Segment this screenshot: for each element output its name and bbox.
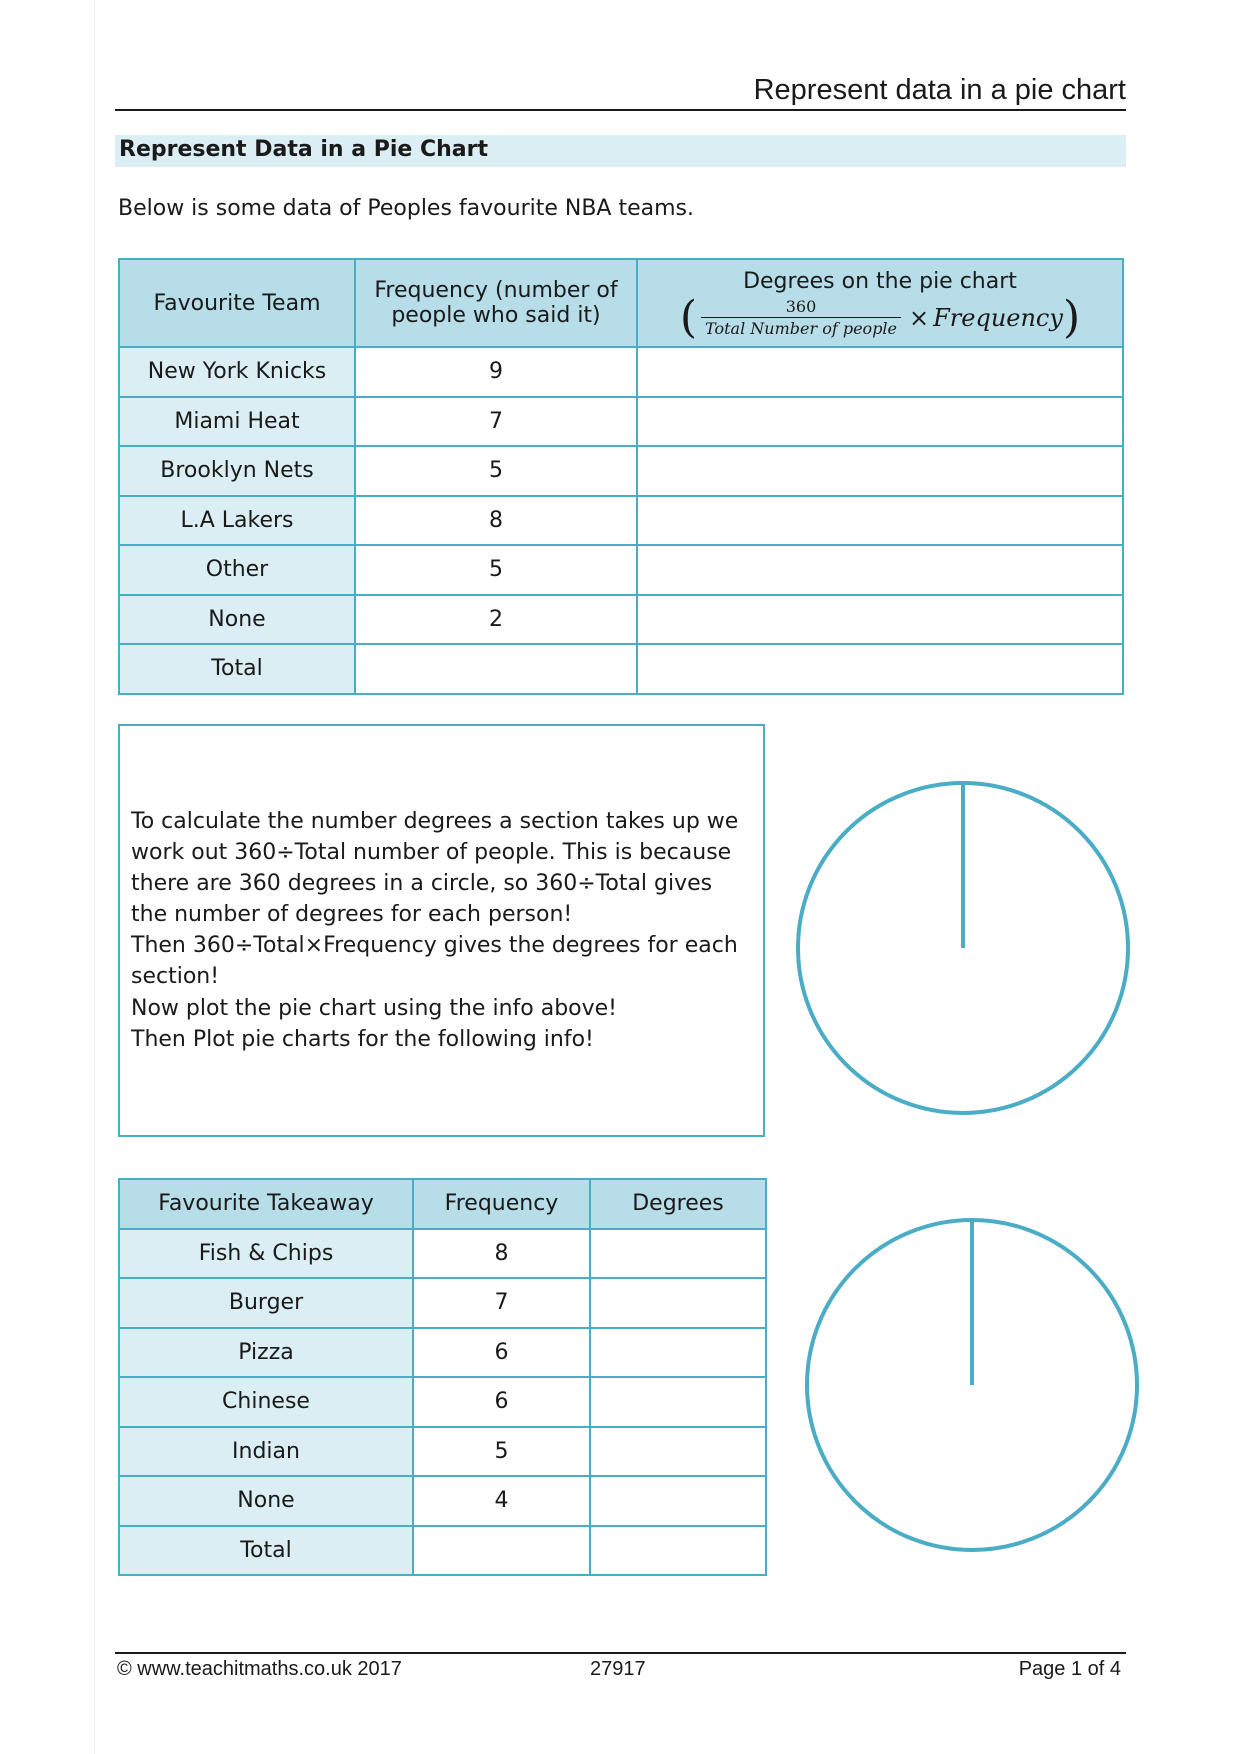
frequency-cell: 5	[355, 545, 637, 595]
header-frequency-line2: people who said it)	[391, 303, 601, 328]
table-row	[119, 1278, 766, 1328]
degrees-answer-cell[interactable]	[637, 446, 1123, 496]
degrees-answer-cell[interactable]	[637, 595, 1123, 645]
frequency-cell: 9	[355, 347, 637, 397]
nba-teams-table	[118, 258, 1124, 695]
footer-rule	[115, 1652, 1126, 1654]
instruction-line: the number of degrees for each person!	[131, 902, 573, 927]
header-frequency	[355, 259, 637, 347]
footer-page-number: Page 1 of 4	[1018, 1658, 1121, 1680]
table-row	[119, 1427, 766, 1477]
table-header-row	[119, 1179, 766, 1229]
instruction-line: To calculate the number degrees a section takes up we	[131, 809, 739, 834]
degrees-answer-cell[interactable]	[590, 1476, 766, 1526]
table-row	[119, 1328, 766, 1378]
takeaway-cell: Pizza	[119, 1328, 413, 1378]
formula-denominator: Total Number of people	[701, 317, 901, 338]
frequency-cell: 7	[413, 1278, 590, 1328]
header-frequency-line1: Frequency (number of	[374, 278, 618, 303]
blank-pie-chart-2[interactable]	[804, 1217, 1140, 1553]
frequency-cell: 4	[413, 1476, 590, 1526]
degrees-answer-cell[interactable]	[637, 397, 1123, 447]
degrees-formula: ( $\frac{360}{\text{Total Number of people}}$ × Frequency )	[679, 291, 1081, 343]
formula-numerator: 360	[785, 297, 817, 317]
table-row	[119, 595, 1123, 645]
degrees-answer-cell[interactable]	[590, 1278, 766, 1328]
team-cell: L.A Lakers	[119, 496, 355, 546]
degrees-answer-cell[interactable]	[590, 1229, 766, 1279]
page-edge	[94, 0, 95, 1754]
total-label-cell: Total	[119, 644, 355, 694]
frequency-cell: 5	[413, 1427, 590, 1477]
table-row	[119, 347, 1123, 397]
section-title: Represent Data in a Pie Chart	[119, 137, 488, 162]
total-frequency-answer-cell[interactable]	[355, 644, 637, 694]
frequency-cell: 7	[355, 397, 637, 447]
header-degrees: Degrees	[590, 1179, 766, 1229]
frequency-cell: 2	[355, 595, 637, 645]
takeaway-cell: Burger	[119, 1278, 413, 1328]
total-frequency-answer-cell[interactable]	[413, 1526, 590, 1576]
total-label-cell: Total	[119, 1526, 413, 1576]
takeaway-cell: Indian	[119, 1427, 413, 1477]
takeaway-cell: Chinese	[119, 1377, 413, 1427]
table-row	[119, 1229, 766, 1279]
frequency-cell: 5	[355, 446, 637, 496]
instructions-box	[118, 724, 765, 1137]
section-band	[115, 135, 1126, 167]
degrees-answer-cell[interactable]	[637, 496, 1123, 546]
takeaway-cell: Fish & Chips	[119, 1229, 413, 1279]
header-degrees	[637, 259, 1123, 347]
takeaway-cell: None	[119, 1476, 413, 1526]
table-total-row	[119, 1526, 766, 1576]
intro-text: Below is some data of Peoples favourite NBA teams.	[118, 196, 695, 221]
table-row	[119, 397, 1123, 447]
team-cell: Miami Heat	[119, 397, 355, 447]
formula-times: ×	[909, 303, 930, 332]
instruction-line: work out 360÷Total number of people. This is because	[131, 840, 732, 865]
header-degrees-title: Degrees on the pie chart	[743, 268, 1017, 294]
degrees-answer-cell[interactable]	[637, 545, 1123, 595]
formula-frequency: Frequency	[933, 303, 1063, 332]
instruction-line: section!	[131, 964, 220, 989]
team-cell: Other	[119, 545, 355, 595]
frequency-cell: 8	[355, 496, 637, 546]
table-header-row	[119, 259, 1123, 347]
frequency-cell: 6	[413, 1328, 590, 1378]
degrees-answer-cell[interactable]	[637, 347, 1123, 397]
footer-copyright: © www.teachitmaths.co.uk 2017	[117, 1658, 402, 1680]
table-row	[119, 1377, 766, 1427]
page-header-title: Represent data in a pie chart	[753, 74, 1126, 106]
degrees-answer-cell[interactable]	[590, 1328, 766, 1378]
header-favourite-team: Favourite Team	[119, 259, 355, 347]
table-row	[119, 496, 1123, 546]
table-row	[119, 446, 1123, 496]
footer-code: 27917	[590, 1658, 646, 1680]
instruction-line: Then 360÷Total×Frequency gives the degrees for each	[131, 933, 738, 958]
degrees-answer-cell[interactable]	[590, 1377, 766, 1427]
frequency-cell: 6	[413, 1377, 590, 1427]
team-cell: Brooklyn Nets	[119, 446, 355, 496]
takeaway-table	[118, 1178, 767, 1576]
team-cell: New York Knicks	[119, 347, 355, 397]
instruction-line: Then Plot pie charts for the following info!	[131, 1027, 594, 1052]
table-total-row	[119, 644, 1123, 694]
blank-pie-chart-1[interactable]	[795, 780, 1131, 1116]
table-row	[119, 1476, 766, 1526]
degrees-answer-cell[interactable]	[590, 1427, 766, 1477]
table-row	[119, 545, 1123, 595]
total-degrees-answer-cell[interactable]	[590, 1526, 766, 1576]
instruction-line: Now plot the pie chart using the info above!	[131, 996, 617, 1021]
header-rule	[115, 109, 1126, 111]
header-favourite-takeaway: Favourite Takeaway	[119, 1179, 413, 1229]
team-cell: None	[119, 595, 355, 645]
total-degrees-answer-cell[interactable]	[637, 644, 1123, 694]
frequency-cell: 8	[413, 1229, 590, 1279]
instruction-line: there are 360 degrees in a circle, so 360÷Total gives	[131, 871, 713, 896]
header-frequency: Frequency	[413, 1179, 590, 1229]
